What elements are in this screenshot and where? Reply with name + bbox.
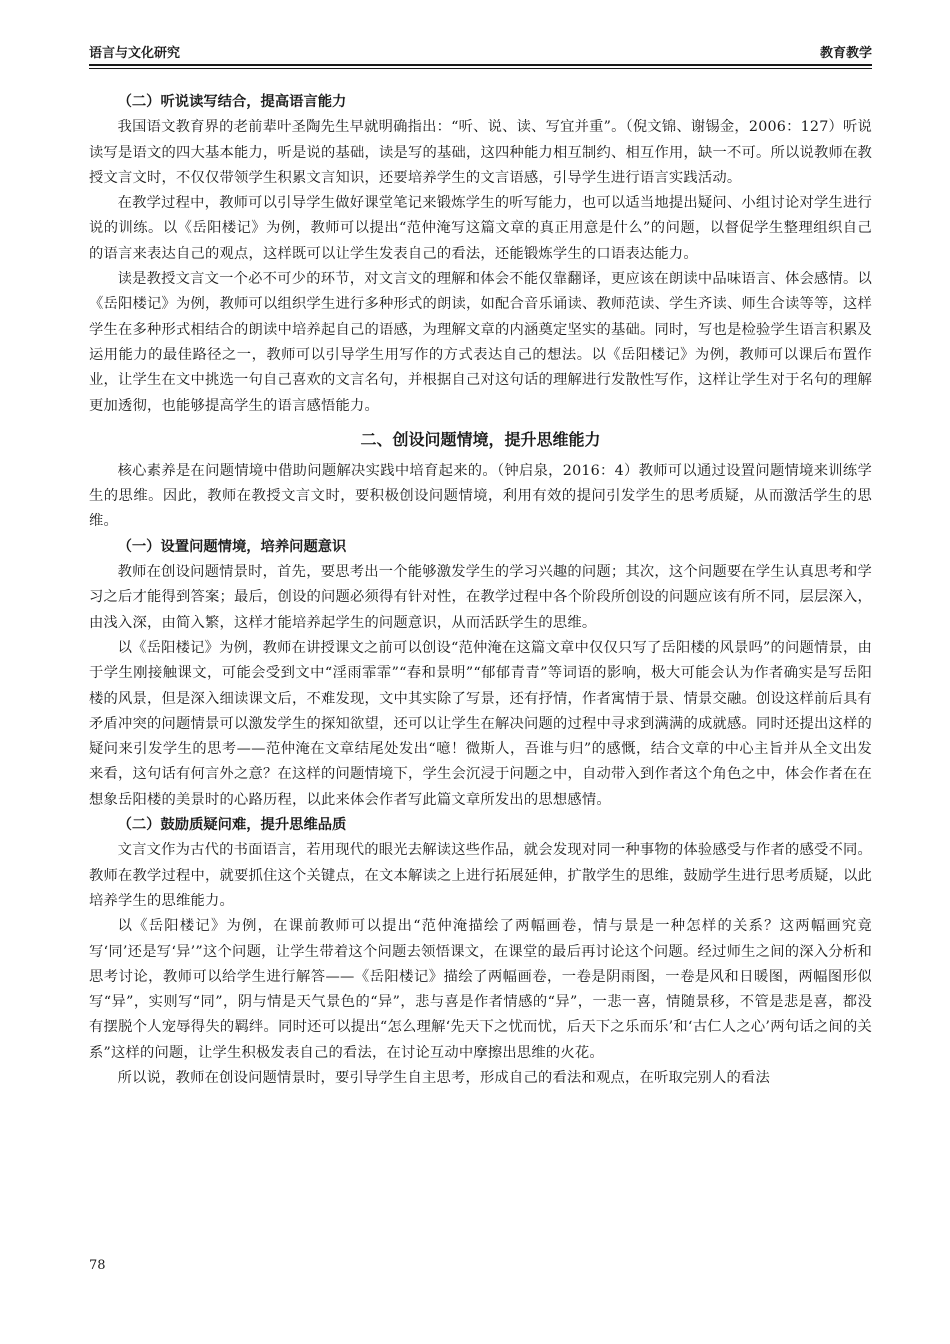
header-rule-thick: [89, 64, 872, 66]
paragraph: 以《岳阳楼记》为例，在课前教师可以提出“范仲淹描绘了两幅画卷，情与景是一种怎样的关系？这两幅画究竟写‘同’还是写‘异’”这个问题，让学生带着这个问题去领悟课文，在课堂的最后再讨论这个问题。经过师生之间的深入分析和思考讨论，教师可以给学生进行解答——《岳阳楼记》描绘了两幅画卷，一卷是阴雨图，一卷是风和日暖图，两幅图形似写“异”，实则写“同”，阴与情是天气景色的“异”，悲与喜是作者情感的“异”，一悲一喜，情随景移，不管是悲是喜，都没有摆脱个人宠辱得失的羁绊。同时还可以提出“怎么理解‘先天下之忧而忧，后天下之乐而乐’和‘古仁人之心’两句话之间的关系”这样的问题，让学生积极发表自己的看法，在讨论互动中摩擦出思维的火花。: [89, 918, 872, 1061]
paragraph: 读是教授文言文一个必不可少的环节，对文言文的理解和体会不能仅靠翻译，更应该在朗读中品味语言、体会感情。以《岳阳楼记》为例，教师可以组织学生进行多种形式的朗读，如配合音乐诵读、教师范读、学生齐读、师生合读等等，这样学生在多种形式相结合的朗读中培养起自己的语感，为理解文章的内涵奠定坚实的基础。同时，写也是检验学生语言积累及运用能力的最佳路径之一，教师可以引导学生用写作的方式表达自己的想法。以《岳阳楼记》为例，教师可以课后布置作业，让学生在文中挑选一句自己喜欢的文言名句，并根据自己对这句话的理解进行发散性写作，这样让学生对于名句的理解更加透彻，也能够提高学生的语言感悟能力。: [89, 271, 872, 414]
paragraph: 以《岳阳楼记》为例，教师在讲授课文之前可以创设“范仲淹在这篇文章中仅仅只写了岳阳楼的风景吗”的问题情景，由于学生刚接触课文，可能会受到文中“淫雨霏霏”“春和景明”“郁郁青青”等词语的影响，极大可能会认为作者确实是写岳阳楼的风景，但是深入细读课文后，不难发现，文中其实除了写景，还有抒情，作者寓情于景、情景交融。创设这样前后具有矛盾冲突的问题情景可以激发学生的探知欲望，还可以让学生在解决问题的过程中寻求到满满的成就感。同时还提出这样的疑问来引发学生的思考——范仲淹在文章结尾处发出“噫！微斯人，吾谁与归”的感慨，结合文章的中心主旨并从全文出发来看，这句话有何言外之意？在这样的问题情境下，学生会沉浸于问题之中，自动带入到作者这个角色之中，体会作者在在想象岳阳楼的美景时的心路历程，以此来体会作者写此篇文章所发出的思想感情。: [89, 639, 872, 808]
section-heading: 二、创设问题情境，提升思维能力: [360, 429, 601, 449]
header-rule-thin: [89, 68, 872, 69]
paragraph: 核心素养是在问题情境中借助问题解决实践中培育起来的。（钟启泉，2016：4）教师可以通过设置问题情境来训练学生的思维。因此，教师在教授文言文时，要积极创设问题情境，利用有效的提问引发学生的思考质疑，从而激活学生的思维。: [89, 462, 872, 530]
subsection-heading: （二）鼓励质疑问难，提升思维品质: [117, 817, 347, 834]
page-number: 78: [89, 1258, 106, 1273]
paragraph: 文言文作为古代的书面语言，若用现代的眼光去解读这些作品，就会发现对同一种事物的体验感受与作者的感受不同。教师在教学过程中，就要抓住这个关键点，在文本解读之上进行拓展延伸，扩散学生的思维，鼓励学生进行思考质疑，以此培养学生的思维能力。: [89, 842, 872, 909]
running-header: [89, 40, 872, 64]
paragraph: 教师在创设问题情景时，首先，要思考出一个能够激发学生的学习兴趣的问题；其次，这个问题要在学生认真思考和学习之后才能得到答案；最后，创设的问题必须得有针对性，在教学过程中各个阶段所创设的问题应该有所不同，层层深入，由浅入深，由简入繁，这样才能培养起学生的问题意识，从而活跃学生的思维。: [89, 564, 872, 631]
paragraph: 所以说，教师在创设问题情景时，要引导学生自主思考，形成自己的看法和观点，在听取完别人的看法: [117, 1069, 770, 1086]
paragraph: 在教学过程中，教师可以引导学生做好课堂笔记来锻炼学生的听写能力，也可以适当地提出疑问、小组讨论对学生进行说的训练。以《岳阳楼记》为例，教师可以提出“范仲淹写这篇文章的真正用意是什么”的问题，以督促学生整理组织自己的语言来表达自己的观点，这样既可以让学生发表自己的看法，还能锻炼学生的口语表达能力。: [89, 195, 872, 262]
section-name: 教育教学: [819, 46, 872, 61]
subsection-heading: （二）听说读写结合，提高语言能力: [117, 94, 347, 110]
journal-name: 语言与文化研究: [89, 46, 181, 61]
paragraph: 我国语文教育界的老前辈叶圣陶先生早就明确指出：“听、说、读、写宜并重”。（倪文锦、谢锡金，2006：127）听说读写是语文的四大基本能力，听是说的基础，读是写的基础，这四种能力相互制约、相互作用，缺一不可。所以说教师在教授文言文时，不仅仅带领学生积累文言知识，还要培养学生的文言语感，引导学生进行语言实践活动。: [89, 119, 872, 186]
subsection-heading: （一）设置问题情境，培养问题意识: [117, 538, 347, 555]
article-body: [89, 90, 872, 1091]
